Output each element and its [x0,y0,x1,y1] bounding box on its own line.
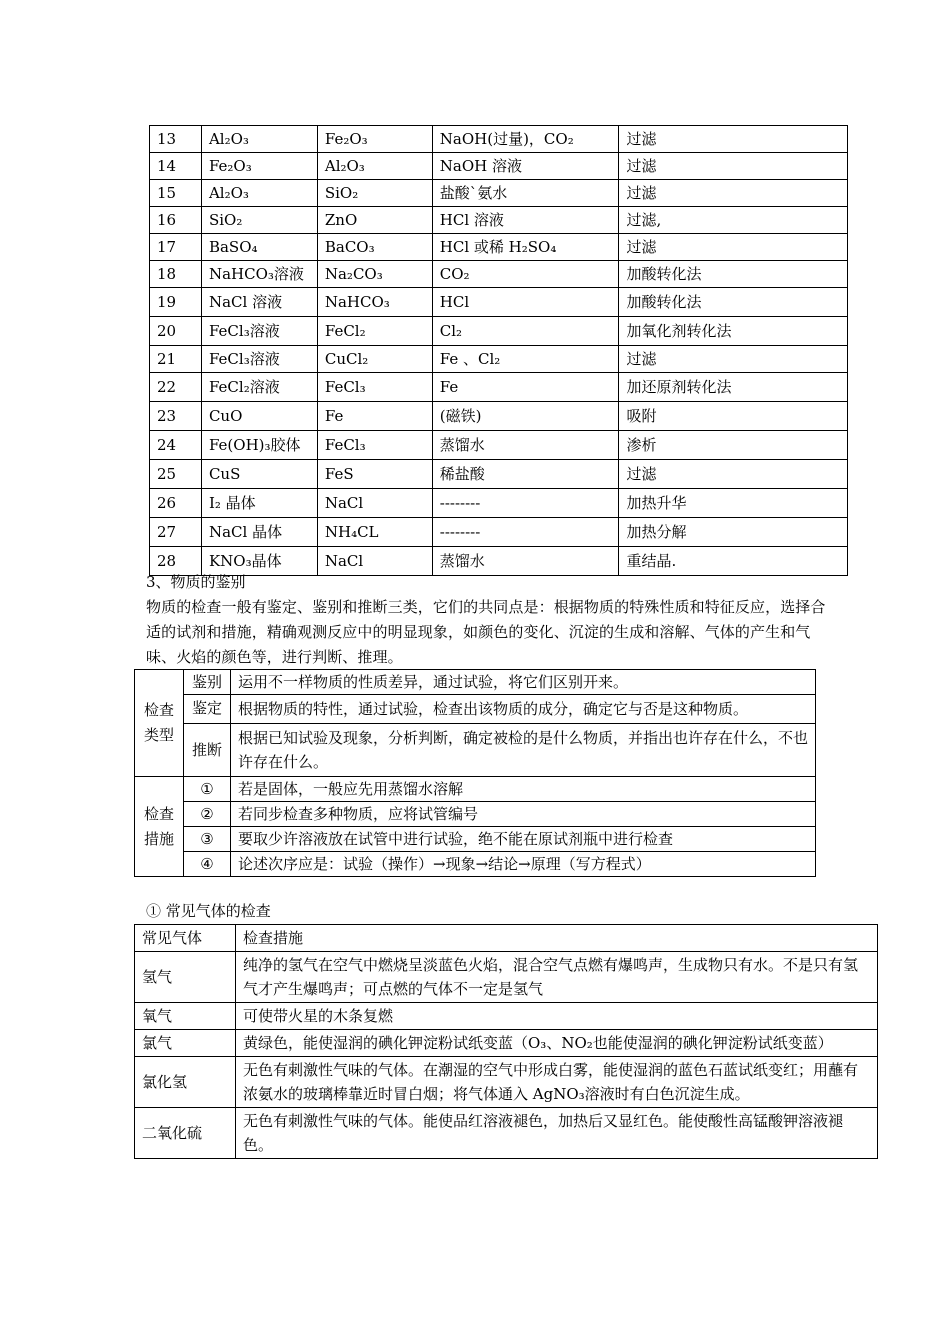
substance-cell: NaCl 晶体 [201,518,317,547]
reagent-cell: Cl₂ [432,317,619,346]
table-row [150,126,848,153]
substance-cell: SiO₂ [201,207,317,234]
row-number: 22 [150,373,202,402]
substance-cell: NaCl 溶液 [201,288,317,317]
table-row [150,207,848,234]
method-cell: 加还原剂转化法 [619,373,848,402]
impurity-cell: Fe [317,402,432,431]
method-cell: 过滤 [619,460,848,489]
table-row [150,153,848,180]
separation-table [149,125,848,576]
type-desc: 运用不一样物质的性质差异，通过试验，将它们区别开来。 [231,670,816,695]
row-number: 20 [150,317,202,346]
row-number: 14 [150,153,202,180]
method-cell: 过滤 [619,234,848,261]
measure-number: ② [184,802,231,827]
reagent-cell: Fe [432,373,619,402]
impurity-cell: FeCl₃ [317,431,432,460]
gas-name: 氯气 [135,1030,236,1057]
method-cell: 加酸转化法 [619,288,848,317]
table-row [150,288,848,317]
table-row [135,952,878,1003]
type-name: 鉴定 [184,695,231,724]
substance-cell: Al₂O₃ [201,180,317,207]
table-row [150,234,848,261]
gas-name: 氧气 [135,1003,236,1030]
reagent-cell: -------- [432,518,619,547]
type-name: 鉴别 [184,670,231,695]
gas-name: 氢气 [135,952,236,1003]
row-number: 25 [150,460,202,489]
row-number: 24 [150,431,202,460]
reagent-cell: HCl 或稀 H₂SO₄ [432,234,619,261]
method-cell: 加热分解 [619,518,848,547]
reagent-cell: NaOH 溶液 [432,153,619,180]
impurity-cell: Na₂CO₃ [317,261,432,288]
measure-desc: 若同步检查多种物质，应将试管编号 [231,802,816,827]
substance-cell: CuO [201,402,317,431]
table-row [135,724,816,777]
table-row [135,852,816,877]
reagent-cell: 稀盐酸 [432,460,619,489]
gas-table [134,924,878,1159]
table-row [150,431,848,460]
type-desc: 根据物质的特性，通过试验，检查出该物质的成分，确定它与否是这种物质。 [231,695,816,724]
row-number: 15 [150,180,202,207]
reagent-cell: 蒸馏水 [432,547,619,576]
impurity-cell: CuCl₂ [317,346,432,373]
type-desc: 根据已知试验及现象，分析判断，确定被检的是什么物质，并指出也许存在什么，不也许存在什么。 [231,724,816,777]
row-number: 19 [150,288,202,317]
table-row [135,1057,878,1108]
method-cell: 过滤, [619,207,848,234]
method-cell: 过滤 [619,126,848,153]
gas-section-title: ① 常见气体的检查 [146,902,271,920]
section-title: 3、物质的鉴别 [146,573,246,591]
table-row [150,317,848,346]
table-row [135,1108,878,1159]
row-number: 21 [150,346,202,373]
impurity-cell: FeCl₃ [317,373,432,402]
row-number: 27 [150,518,202,547]
impurity-cell: BaCO₃ [317,234,432,261]
measure-desc: 若是固体，一般应先用蒸馏水溶解 [231,777,816,802]
impurity-cell: Al₂O₃ [317,153,432,180]
measure-number: ③ [184,827,231,852]
impurity-cell: NaCl [317,489,432,518]
substance-cell: I₂ 晶体 [201,489,317,518]
category-cell: 检查类型 [135,670,184,777]
row-number: 17 [150,234,202,261]
method-cell: 过滤 [619,346,848,373]
measure-desc: 要取少许溶液放在试管中进行试验，绝不能在原试剂瓶中进行检查 [231,827,816,852]
table-row [135,1030,878,1057]
header-method: 检查措施 [236,925,878,952]
reagent-cell: HCl 溶液 [432,207,619,234]
type-name: 推断 [184,724,231,777]
impurity-cell: FeS [317,460,432,489]
table-row [150,261,848,288]
measure-number: ① [184,777,231,802]
reagent-cell: CO₂ [432,261,619,288]
table-row [150,518,848,547]
gas-method: 可使带火星的木条复燃 [236,1003,878,1030]
table-row [150,346,848,373]
substance-cell: FeCl₂溶液 [201,373,317,402]
table-row [150,402,848,431]
header-gas: 常见气体 [135,925,236,952]
method-cell: 吸附 [619,402,848,431]
reagent-cell: Fe 、Cl₂ [432,346,619,373]
row-number: 16 [150,207,202,234]
table-row [135,827,816,852]
row-number: 28 [150,547,202,576]
section-paragraph: 物质的检查一般有鉴定、鉴别和推断三类，它们的共同点是：根据物质的特殊性质和特征反应，选择合适的试剂和措施，精确观测反应中的明显现象，如颜色的变化、沉淀的生成和溶解、气体的产生和气味、火焰的颜色等，进行判断、推理。 [146,598,826,666]
reagent-cell: HCl [432,288,619,317]
reagent-cell: -------- [432,489,619,518]
method-cell: 重结晶. [619,547,848,576]
method-cell: 加热升华 [619,489,848,518]
impurity-cell: NaCl [317,547,432,576]
table-header-row [135,925,878,952]
measure-desc: 论述次序应是：试验（操作）→现象→结论→原理（写方程式） [231,852,816,877]
substance-cell: Al₂O₃ [201,126,317,153]
table-row [150,460,848,489]
gas-method: 纯净的氢气在空气中燃烧呈淡蓝色火焰，混合空气点燃有爆鸣声，生成物只有水。不是只有氢气才产生爆鸣声；可点燃的气体不一定是氢气 [236,952,878,1003]
table-row [135,695,816,724]
method-cell: 过滤 [619,153,848,180]
impurity-cell: SiO₂ [317,180,432,207]
row-number: 18 [150,261,202,288]
category-cell: 检查措施 [135,777,184,877]
gas-name: 氯化氢 [135,1057,236,1108]
measure-number: ④ [184,852,231,877]
reagent-cell: NaOH(过量)，CO₂ [432,126,619,153]
row-number: 13 [150,126,202,153]
impurity-cell: ZnO [317,207,432,234]
substance-cell: CuS [201,460,317,489]
substance-cell: FeCl₃溶液 [201,317,317,346]
substance-cell: BaSO₄ [201,234,317,261]
table-row [150,180,848,207]
table-row [135,670,816,695]
reagent-cell: 蒸馏水 [432,431,619,460]
table-row [150,489,848,518]
substance-cell: Fe(OH)₃胶体 [201,431,317,460]
method-cell: 加氧化剂转化法 [619,317,848,346]
substance-cell: NaHCO₃溶液 [201,261,317,288]
inspection-table [134,669,816,877]
method-cell: 渗析 [619,431,848,460]
row-number: 26 [150,489,202,518]
reagent-cell: (磁铁) [432,402,619,431]
method-cell: 加酸转化法 [619,261,848,288]
substance-cell: Fe₂O₃ [201,153,317,180]
table-row [135,802,816,827]
substance-cell: FeCl₃溶液 [201,346,317,373]
gas-method: 黄绿色，能使湿润的碘化钾淀粉试纸变蓝（O₃、NO₂也能使湿润的碘化钾淀粉试纸变蓝） [236,1030,878,1057]
table-row [135,1003,878,1030]
impurity-cell: Fe₂O₃ [317,126,432,153]
method-cell: 过滤 [619,180,848,207]
reagent-cell: 盐酸`氨水 [432,180,619,207]
impurity-cell: NaHCO₃ [317,288,432,317]
impurity-cell: NH₄CL [317,518,432,547]
table-row [150,373,848,402]
gas-name: 二氧化硫 [135,1108,236,1159]
gas-method: 无色有刺激性气味的气体。在潮湿的空气中形成白雾，能使湿润的蓝色石蓝试纸变红；用蘸有浓氨水的玻璃棒靠近时冒白烟；将气体通入 AgNO₃溶液时有白色沉淀生成。 [236,1057,878,1108]
gas-method: 无色有刺激性气味的气体。能使品红溶液褪色，加热后又显红色。能使酸性高锰酸钾溶液褪色。 [236,1108,878,1159]
substance-cell: KNO₃晶体 [201,547,317,576]
row-number: 23 [150,402,202,431]
table-row [135,777,816,802]
impurity-cell: FeCl₂ [317,317,432,346]
